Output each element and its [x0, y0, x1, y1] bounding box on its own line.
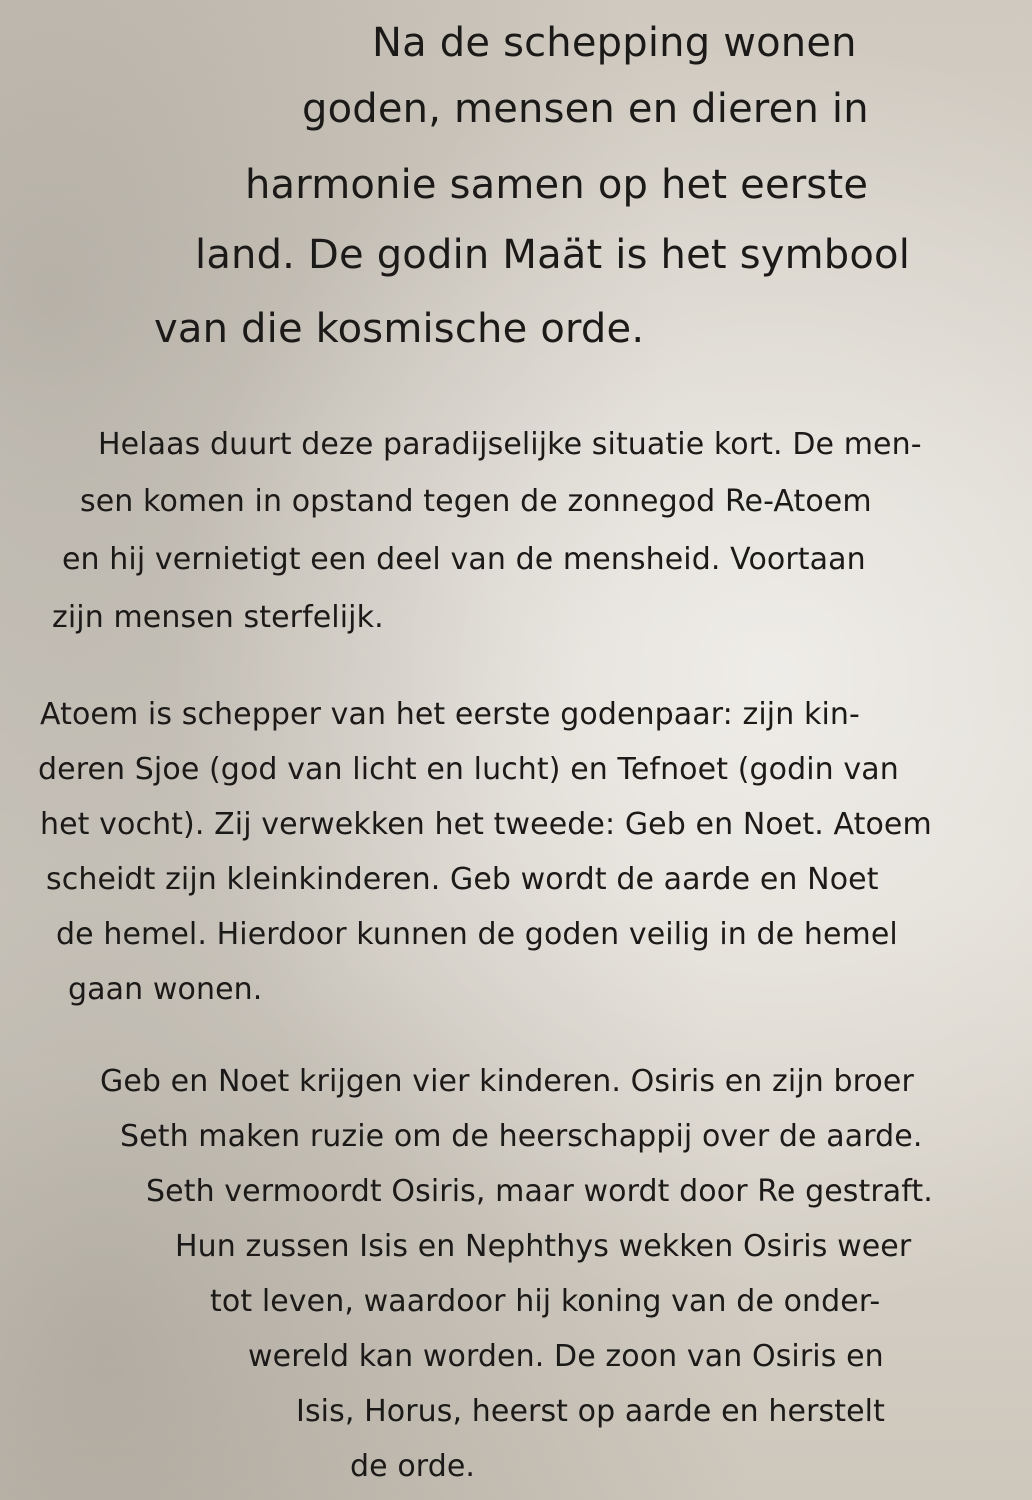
paragraph-line: de orde. [350, 1449, 476, 1484]
paragraph-line: de hemel. Hierdoor kunnen de goden veilig in de hemel [56, 917, 898, 952]
paragraph-line: Seth maken ruzie om de heerschappij over de aarde. [120, 1119, 923, 1154]
intro-line: Na de schepping wonen [372, 20, 857, 66]
intro-line: van die kosmische orde. [154, 306, 645, 352]
paragraph-line: en hij vernietigt een deel van de mensheid. Voortaan [62, 542, 866, 577]
paragraph-line: Isis, Horus, heerst op aarde en herstelt [296, 1394, 885, 1429]
paragraph-line: Seth vermoordt Osiris, maar wordt door Re gestraft. [146, 1174, 933, 1209]
paragraph-line: het vocht). Zij verwekken het tweede: Geb en Noet. Atoem [40, 807, 932, 842]
paragraph-line: wereld kan worden. De zoon van Osiris en [248, 1339, 884, 1374]
paragraph-line: Atoem is schepper van het eerste godenpaar: zijn kin- [40, 697, 860, 732]
intro-line: land. De godin Maät is het symbool [195, 232, 911, 278]
paragraph-line: tot leven, waardoor hij koning van de onder- [210, 1284, 881, 1319]
paragraph-line: zijn mensen sterfelijk. [52, 600, 384, 635]
intro-line: harmonie samen op het eerste [245, 162, 869, 208]
paragraph-line: Hun zussen Isis en Nephthys wekken Osiris weer [175, 1229, 912, 1264]
paragraph-line: sen komen in opstand tegen de zonnegod Re-Atoem [80, 484, 872, 519]
paragraph-line: deren Sjoe (god van licht en lucht) en Tefnoet (godin van [38, 752, 899, 787]
paragraph-line: scheidt zijn kleinkinderen. Geb wordt de aarde en Noet [46, 862, 879, 897]
paragraph-line: Geb en Noet krijgen vier kinderen. Osiris en zijn broer [100, 1064, 914, 1099]
paragraph-line: Helaas duurt deze paradijselijke situatie kort. De men- [98, 427, 922, 462]
intro-line: goden, mensen en dieren in [302, 86, 869, 132]
paragraph-line: gaan wonen. [68, 972, 263, 1007]
